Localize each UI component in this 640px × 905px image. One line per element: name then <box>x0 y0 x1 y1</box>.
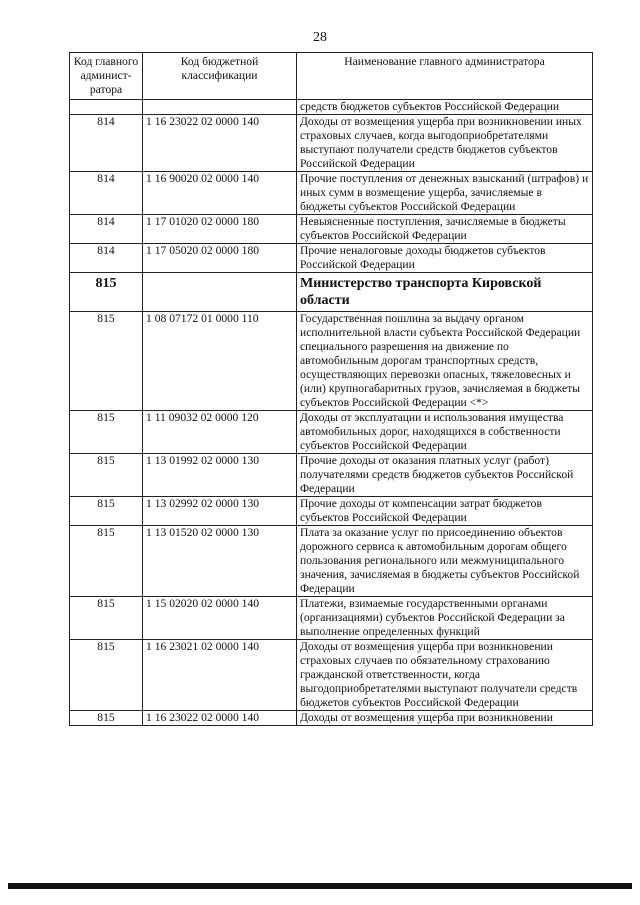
admin-code-cell: 814 <box>70 172 143 215</box>
admin-name-cell: Прочие доходы от оказания платных услуг (работ) получателями средств бюджетов субъектов Российской Федерации <box>297 454 593 497</box>
table-row <box>70 312 593 411</box>
table-row <box>70 497 593 526</box>
admin-name-cell: Доходы от возмещения ущерба при возникновении страховых случаев по обязательному страхованию гражданской ответственности, когда выгодоприобретателями выступают получатели средств бюджетов субъектов Российской Федерации <box>297 640 593 711</box>
budget-code-cell <box>143 273 297 312</box>
budget-code-cell <box>143 100 297 115</box>
admin-code-cell: 814 <box>70 244 143 273</box>
admin-name-cell: Министерство транспорта Кировской области <box>297 273 593 312</box>
table-header-row <box>70 53 593 100</box>
table-row <box>70 640 593 711</box>
table-row <box>70 454 593 497</box>
table-row <box>70 215 593 244</box>
admin-name-cell: Доходы от возмещения ущерба при возникновении <box>297 711 593 726</box>
admin-name-cell: Доходы от эксплуатации и использования имущества автомобильных дорог, находящихся в собственности субъектов Российской Федерации <box>297 411 593 454</box>
admin-code-cell: 815 <box>70 711 143 726</box>
admin-name-cell: Доходы от возмещения ущерба при возникновении иных страховых случаев, когда выгодоприобретателями выступают получатели средств бюджетов субъектов Российской Федерации <box>297 115 593 172</box>
table-row <box>70 100 593 115</box>
admin-name-cell: средств бюджетов субъектов Российской Федерации <box>297 100 593 115</box>
page-number: 28 <box>313 30 327 45</box>
admin-code-cell: 815 <box>70 597 143 640</box>
budget-admin-table <box>69 52 593 726</box>
table-row <box>70 172 593 215</box>
budget-code-cell: 1 17 05020 02 0000 180 <box>143 244 297 273</box>
budget-code-cell: 1 16 23021 02 0000 140 <box>143 640 297 711</box>
admin-code-cell: 814 <box>70 115 143 172</box>
admin-name-cell: Прочие поступления от денежных взысканий (штрафов) и иных сумм в возмещение ущерба, зачисляемые в бюджеты субъектов Российской Федерации <box>297 172 593 215</box>
admin-name-cell: Государственная пошлина за выдачу органом исполнительной власти субъекта Российской Федерации специального разрешения на движение по автомобильным дорогам транспортных средств, осуществляющих перевозки опасных, тяжеловесных и (или) крупногабаритных грузов, зачисляемая в бюджеты субъектов Российской Федерации <*> <box>297 312 593 411</box>
admin-name-cell: Платежи, взимаемые государственными органами (организациями) субъектов Российской Федерации за выполнение определенных функций <box>297 597 593 640</box>
table-row <box>70 411 593 454</box>
budget-code-cell: 1 13 02992 02 0000 130 <box>143 497 297 526</box>
table-row <box>70 711 593 726</box>
header-admin-code: Код главного админист-ратора <box>70 53 143 100</box>
budget-code-cell: 1 17 01020 02 0000 180 <box>143 215 297 244</box>
admin-code-cell: 815 <box>70 411 143 454</box>
budget-code-cell: 1 13 01992 02 0000 130 <box>143 454 297 497</box>
admin-code-cell <box>70 100 143 115</box>
table-row <box>70 526 593 597</box>
table-row <box>70 597 593 640</box>
admin-name-cell: Невыясненные поступления, зачисляемые в бюджеты субъектов Российской Федерации <box>297 215 593 244</box>
table-row <box>70 115 593 172</box>
admin-name-cell: Прочие неналоговые доходы бюджетов субъектов Российской Федерации <box>297 244 593 273</box>
admin-name-cell: Плата за оказание услуг по присоединению объектов дорожного сервиса к автомобильным дорогам общего пользования регионального или межмуниципального значения, зачисляемая в бюджеты субъектов Российской Федерации <box>297 526 593 597</box>
admin-code-cell: 814 <box>70 215 143 244</box>
budget-code-cell: 1 11 09032 02 0000 120 <box>143 411 297 454</box>
admin-name-cell: Прочие доходы от компенсации затрат бюджетов субъектов Российской Федерации <box>297 497 593 526</box>
table-section-row <box>70 273 593 312</box>
admin-code-cell: 815 <box>70 526 143 597</box>
admin-code-cell: 815 <box>70 454 143 497</box>
admin-code-cell: 815 <box>70 273 143 312</box>
budget-code-cell: 1 08 07172 01 0000 110 <box>143 312 297 411</box>
header-admin-name: Наименование главного администратора <box>297 53 593 100</box>
budget-code-cell: 1 15 02020 02 0000 140 <box>143 597 297 640</box>
budget-code-cell: 1 16 23022 02 0000 140 <box>143 115 297 172</box>
budget-code-cell: 1 16 23022 02 0000 140 <box>143 711 297 726</box>
admin-code-cell: 815 <box>70 497 143 526</box>
admin-code-cell: 815 <box>70 640 143 711</box>
scan-bottom-edge <box>8 883 632 889</box>
table-row <box>70 244 593 273</box>
budget-code-cell: 1 16 90020 02 0000 140 <box>143 172 297 215</box>
header-budget-code: Код бюджетной классификации <box>143 53 297 100</box>
budget-code-cell: 1 13 01520 02 0000 130 <box>143 526 297 597</box>
admin-code-cell: 815 <box>70 312 143 411</box>
